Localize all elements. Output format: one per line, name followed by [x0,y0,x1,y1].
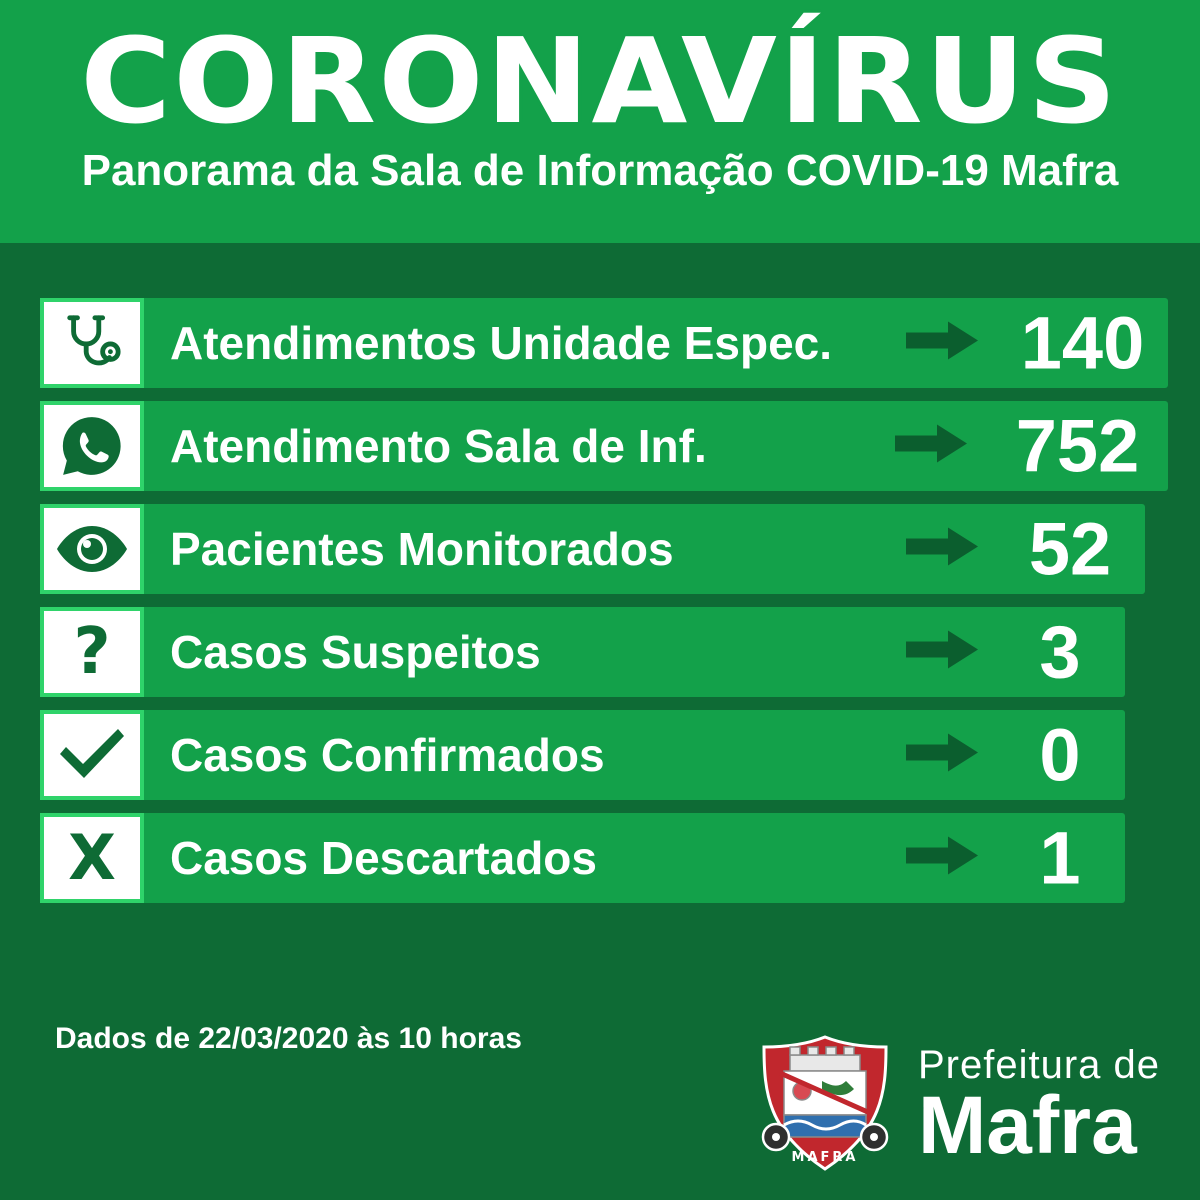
arrow-right-icon [895,423,967,470]
stat-row-value: 1 [1039,816,1081,900]
stat-row [40,607,1168,697]
crest-label: MAFRA [791,1150,859,1165]
stat-row [40,813,1168,903]
stat-row-label: Pacientes Monitorados [170,523,674,575]
page-title: CORONAVÍRUS [80,12,1120,150]
stat-row-value: 752 [1015,404,1140,488]
stat-row [40,504,1168,594]
poster-header [0,0,1200,243]
brand-top-line: Prefeitura de [917,1042,1160,1087]
data-timestamp: Dados de 22/03/2020 às 10 horas [55,1022,522,1055]
stat-row [40,298,1168,388]
brand-wordmark [917,1042,1160,1171]
stat-row-label: Atendimento Sala de Inf. [170,420,707,472]
stat-row [40,401,1168,491]
svg-text:?: ? [73,619,111,685]
stat-row-value: 3 [1039,610,1081,694]
arrow-right-icon [906,732,978,779]
whatsapp-icon [40,401,144,491]
arrow-right-icon [906,526,978,573]
page-subtitle: Panorama da Sala de Informação COVID-19 Mafra [81,146,1119,195]
stat-row-value: 0 [1039,713,1081,797]
statistics-list [40,298,1168,916]
stat-row [40,710,1168,800]
checkmark-icon [40,710,144,800]
stat-row-value: 140 [1020,301,1145,385]
stat-row-value: 52 [1028,507,1112,591]
question-mark-icon [40,607,144,697]
stat-row-label: Casos Descartados [170,832,597,884]
arrow-right-icon [906,629,978,676]
arrow-right-icon [906,835,978,882]
prefeitura-brand [750,1033,1160,1178]
stat-row-label: Atendimentos Unidade Espec. [170,317,833,369]
x-mark-icon [40,813,144,903]
stat-row-label: Casos Suspeitos [170,626,541,678]
stethoscope-icon [40,298,144,388]
brand-bottom-line: Mafra [917,1079,1137,1171]
stat-row-label: Casos Confirmados [170,729,605,781]
eye-icon [40,504,144,594]
mafra-crest-icon [750,1033,900,1178]
svg-text:X: X [68,827,116,889]
arrow-right-icon [906,320,978,367]
